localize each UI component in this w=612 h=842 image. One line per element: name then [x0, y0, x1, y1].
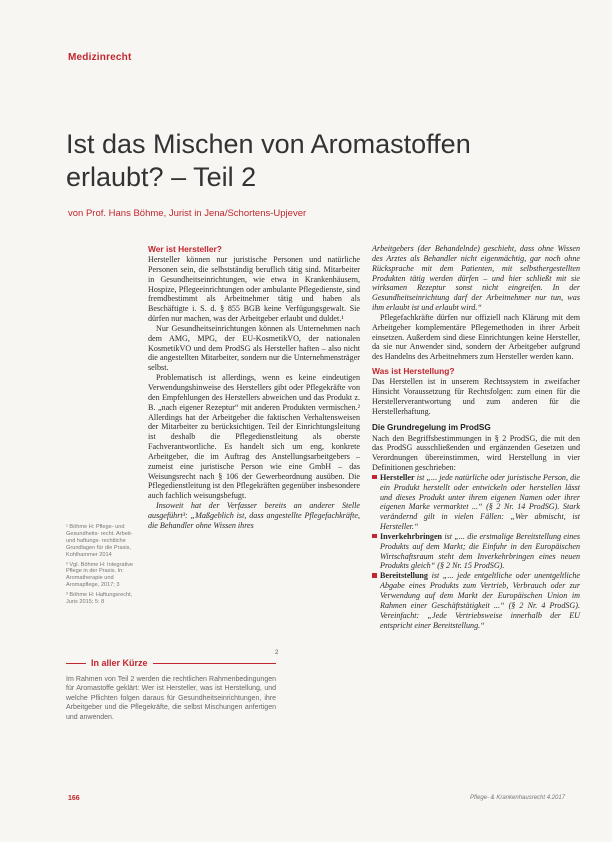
margin-notes [66, 524, 142, 609]
author-line: von Prof. Hans Böhme, Jurist in Jena/Schortens-Upjever [68, 208, 307, 219]
summary-box-header [66, 655, 276, 671]
divider [153, 663, 276, 664]
list-item: Bereitstellung ist „... jede entgeltliche oder unentgeltliche Abgabe eines Produkts zum Vertrieb, Verbrauch oder zur Verwendung auf dem Markt der Europäischen Union im Rahmen einer Geschäftstätigkeit ...“ (§ 2 Nr. 4 ProdSG). Vereinfacht: „Jede Vertriebsweise innerhalb der EU entspricht einer Bereitstellung.“ [372, 571, 580, 630]
summary-box-label: In aller Kürze [91, 658, 148, 668]
divider [66, 663, 86, 664]
margin-note: ³ Böhme H: Haftungsrecht, Juris 2015; 5: 8 [66, 592, 133, 606]
paragraph: Das Herstellen ist in unserem Rechtssystem in zweifacher Hinsicht Voraussetzung für Rechtsfolgen: zum einen für die Herstellerverantwortung und zum anderen für die Herstellerhaftung. [372, 377, 580, 416]
summary-box [66, 655, 276, 722]
paragraph: Nach den Begriffsbestimmungen in § 2 ProdSG, die mit den das ProdSG ausschließenden und ergänzenden Gesetzen und Verordnungen übereinstimmen, wird Herstellung in vier Definitionen geschrieben: [372, 433, 580, 473]
subheading-prodsg: Die Grundregelung im ProdSG [372, 422, 491, 432]
heading-herstellung: Was ist Herstellung? [372, 366, 455, 377]
paragraph: Insoweit hat der Verfasser bereits an anderer Stelle ausgeführt³: „Maßgeblich ist, dass angestellte Pflegefachkräfte, die Behandler ohne Wissen ihres [148, 501, 360, 530]
journal-footer: Pflege- & Krankenhausrecht 4.2017 [470, 795, 566, 801]
paragraph: Pflegefachkräfte dürfen nur offiziell nach Klärung mit dem Arbeitgeber komplementäre Pflegemethoden in ihrer Arbeit einsetzen. Außerdem sind diese Einrichtungen keine Hersteller, da sie nur Anwender sind, sondern der Arbeitgeber aufgrund des Handelns des Arbeitnehmers zum Hersteller werden kann. [372, 312, 580, 362]
page-number: 166 [68, 795, 80, 802]
bullet-square-icon [372, 475, 377, 480]
footnote-mark: 2 [275, 650, 279, 656]
section-label: Medizinrecht [68, 52, 132, 63]
summary-box-text: Im Rahmen von Teil 2 werden die rechtlichen Rahmenbedingungen für Aromastoffe geklärt: Wer ist Hersteller, was ist Herstellung, und welche Pflichten folgen daraus für Gesundheitseinrichtungen, ihre Arbeitgeber und die Pflegekräfte, die selbst Mischungen anfertigen und anwenden. [66, 676, 276, 721]
bullet-square-icon [372, 573, 377, 578]
column-left [148, 244, 360, 531]
margin-note: ² Vgl. Böhme H: Integrative Pflege in der Praxis. In: Aromatherapie und Aromapflege, 2017; 3 [66, 561, 134, 589]
definition-list [372, 473, 580, 631]
article-title: Ist das Mischen von Aromastoffen erlaubt? – Teil 2 [66, 129, 471, 192]
column-right [372, 244, 580, 630]
paragraph: Arbeitgebers (der Behandelnde) geschieht, dass ohne Wissen des Arztes als Behandler nicht eigenmächtig, gar noch ohne Rücksprache mit dem Patienten, mit selbsthergestellten Produkten tätig werden dürfen – und hier schließt mit sie wirksamen Rezeptur sonst nicht eingreifen. In der Gesundheitseinrichtung darf der Arbeitnehmer nur tun, was ihm erlaubt ist und erlaubt wird.“ [372, 244, 580, 313]
list-item: Hersteller ist „... jede natürliche oder juristische Person, die ein Produkt herstellt oder entwickeln oder herstellen lässt und dieses Produkt unter ihrem eigenen Namen oder ihrer eigenen Marke vermarktet ...“ (§ 2 Nr. 14 ProdSG). Stark verändernd gilt in vielen Fällen: „Wer abmischt, ist Hersteller.“ [372, 473, 580, 532]
paragraph: Hersteller können nur juristische Personen und natürliche Personen sein, die selbstständig beruflich tätig sind. Mitarbeiter in Gesundheitseinrichtungen, wie etwa in Krankenhäusern, Hospize, Pflegeeinrichtungen oder ambulante Pflegedienste, sind fremdbestimmt als Arbeitnehmer tätig und haben als Beschäftigte i. S. d. § 855 BGB keine Verfügungsgewalt. Sie dürfen nur machen, was der Arbeitgeber erlaubt und duldet.¹ [148, 255, 360, 324]
margin-note: ¹ Böhme H: Pflege- und Gesundheits- recht. Arbeit- und haftungs- rechtliche Grundlagen für die Praxis, Kohlhammer 2014 [66, 524, 133, 558]
paragraph: Nur Gesundheitseinrichtungen können als Unternehmen nach dem AMG, MPG, der EU-KosmetikVO, der nationalen KosmetikVO und dem ProdSG als Hersteller haften – also nicht die angestellten Mitarbeiter, sondern nur die Unternehmensträger selbst. [148, 323, 360, 373]
heading-hersteller: Wer ist Hersteller? [148, 244, 222, 254]
list-item: Inverkehrbringen ist „... die erstmalige Bereitstellung eines Produkts auf dem Markt; die Einfuhr in den Europäischen Wirtschaftsraum steht dem Inverkehrbringen eines neuen Produkts gleich“ (§ 2 Nr. 15 ProdSG). [372, 532, 580, 571]
paragraph: Problematisch ist allerdings, wenn es keine eindeutigen Verwendungshinweise des Herstellers gibt oder Pflegekräfte von den Empfehlungen des Herstellers abweichen und das Produkt z. B. „nach eigener Rezeptur“ mit anderen Produkten vermischen.² Allerdings hat der Arbeitgeber die faktischen Verhaltensweisen der Mitarbeiter zu berücksichtigen. Teil der Einrichtungsleitung ist deshalb die Pflegedienstleitung als oberste Fachverantwortliche. Es handelt sich um eng, konkrete Arbeitgeber, die im Auftrag des Anstellungsarbeitgebers – zumeist eine juristische Person wie eine GmbH – das Weisungsrecht nach § 106 der Gewerbeordnung ausüben. Die Pflegedienstleitung ist den Pflegekräften gegenüber insbesondere auch fachlich weisungsbefugt. [148, 373, 360, 501]
bullet-square-icon [372, 534, 377, 539]
